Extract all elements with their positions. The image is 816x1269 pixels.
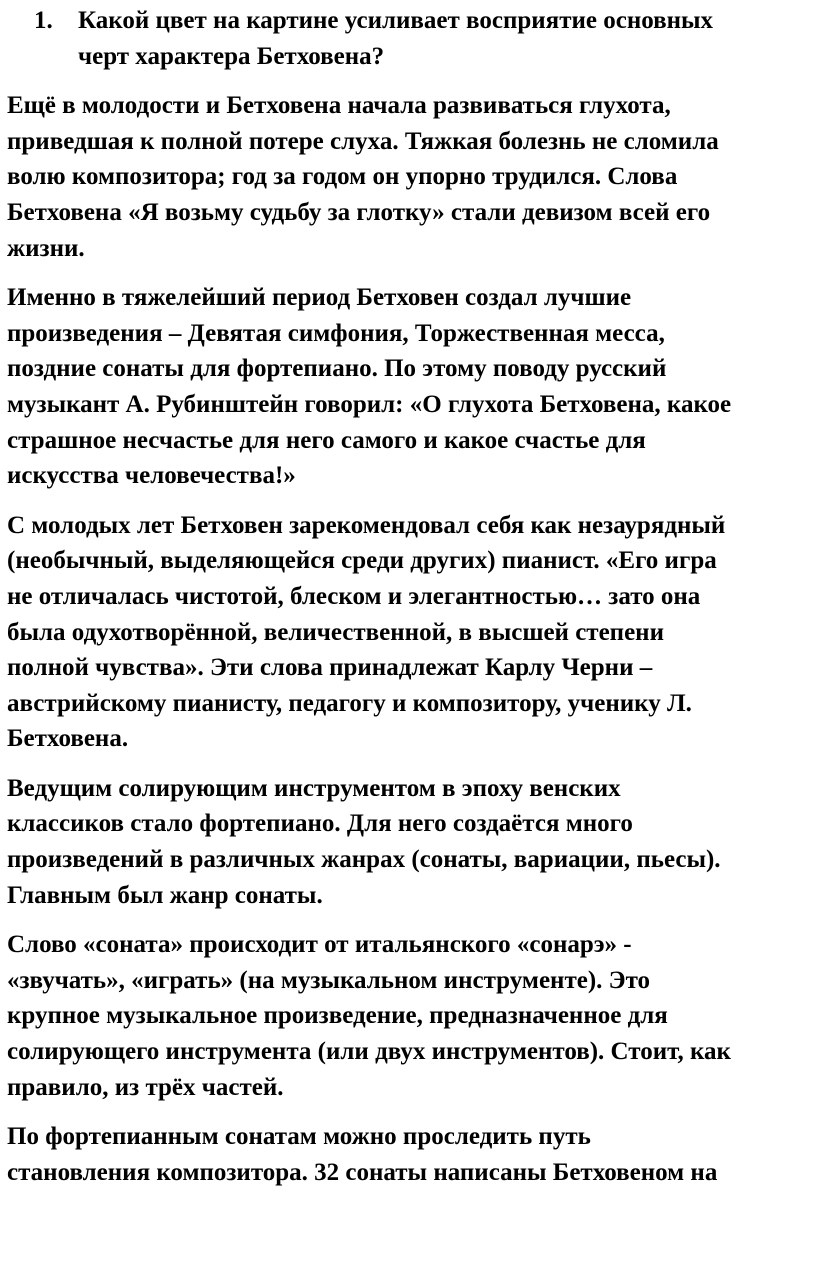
paragraph-line: волю композитора; год за годом он упорно трудился. Слова [7, 163, 678, 191]
paragraph-line: полной чувства». Эти слова принадлежат Карлу Черни – [7, 654, 653, 682]
paragraph-line: произведения – Девятая симфония, Торжественная месса, [7, 319, 665, 347]
paragraph-line: С молодых лет Бетховен зарекомендовал себя как незаурядный [7, 511, 726, 539]
paragraph-line: была одухотворённой, величественной, в высшей степени [7, 618, 664, 646]
paragraph-piano [7, 771, 816, 913]
paragraph-line: Главным был жанр сонаты. [7, 881, 323, 909]
question-item [7, 3, 816, 74]
question-line: Какой цвет на картине усиливает восприятие основных [78, 7, 714, 34]
paragraph-deafness [7, 88, 816, 266]
paragraph-line: По фортепианным сонатам можно проследить путь [7, 1123, 591, 1151]
paragraph-line: искусства человечества!» [7, 462, 296, 490]
paragraph-line: Бетховена «Я возьму судьбу за глотку» стали девизом всей его [7, 198, 711, 226]
paragraph-line: крупное музыкальное произведение, предназначенное для [7, 1002, 668, 1030]
paragraph-line: поздние сонаты для фортепиано. По этому поводу русский [7, 355, 667, 383]
question-text [78, 3, 816, 74]
paragraph-sonatas-path [7, 1119, 816, 1190]
paragraph-line: музыкант А. Рубинштейн говорил: «О глухота Бетховена, какое [7, 390, 732, 418]
paragraph-line: австрийскому пианисту, педагогу и композитору, ученику Л. [7, 689, 692, 717]
paragraph-pianist [7, 508, 816, 757]
paragraph-line: правило, из трёх частей. [7, 1073, 284, 1101]
paragraph-line: солирующего инструмента (или двух инструментов). Стоит, как [7, 1038, 731, 1066]
paragraph-line: произведений в различных жанрах (сонаты, вариации, пьесы). [7, 846, 721, 874]
paragraph-line: не отличалась чистотой, блеском и элегантностью… зато она [7, 582, 701, 610]
paragraph-sonata-definition [7, 927, 816, 1105]
paragraph-late-works [7, 280, 816, 494]
question-number: 1. [34, 7, 53, 34]
paragraph-line: классиков стало фортепиано. Для него создаётся много [7, 810, 633, 838]
paragraph-line: Слово «соната» происходит от итальянского «сонарэ» - [7, 931, 632, 959]
paragraph-line: страшное несчастье для него самого и какое счастье для [7, 426, 646, 454]
paragraph-line: жизни. [7, 234, 85, 262]
paragraph-line: становления композитора. 32 сонаты написаны Бетховеном на [7, 1158, 718, 1186]
paragraph-line: Бетховена. [7, 725, 129, 753]
paragraph-line: Ещё в молодости и Бетховена начала развиваться глухота, [7, 92, 671, 120]
question-line: черт характера Бетховена? [78, 42, 385, 70]
paragraph-line: приведшая к полной потере слуха. Тяжкая болезнь не сломила [7, 127, 719, 155]
paragraph-line: Именно в тяжелейший период Бетховен создал лучшие [7, 284, 632, 312]
paragraph-line: (необычный, выделяющейся среди других) пианист. «Его игра [7, 547, 717, 575]
paragraph-line: «звучать», «играть» (на музыкальном инструменте). Это [7, 966, 651, 994]
paragraph-line: Ведущим солирующим инструментом в эпоху венских [7, 774, 621, 802]
